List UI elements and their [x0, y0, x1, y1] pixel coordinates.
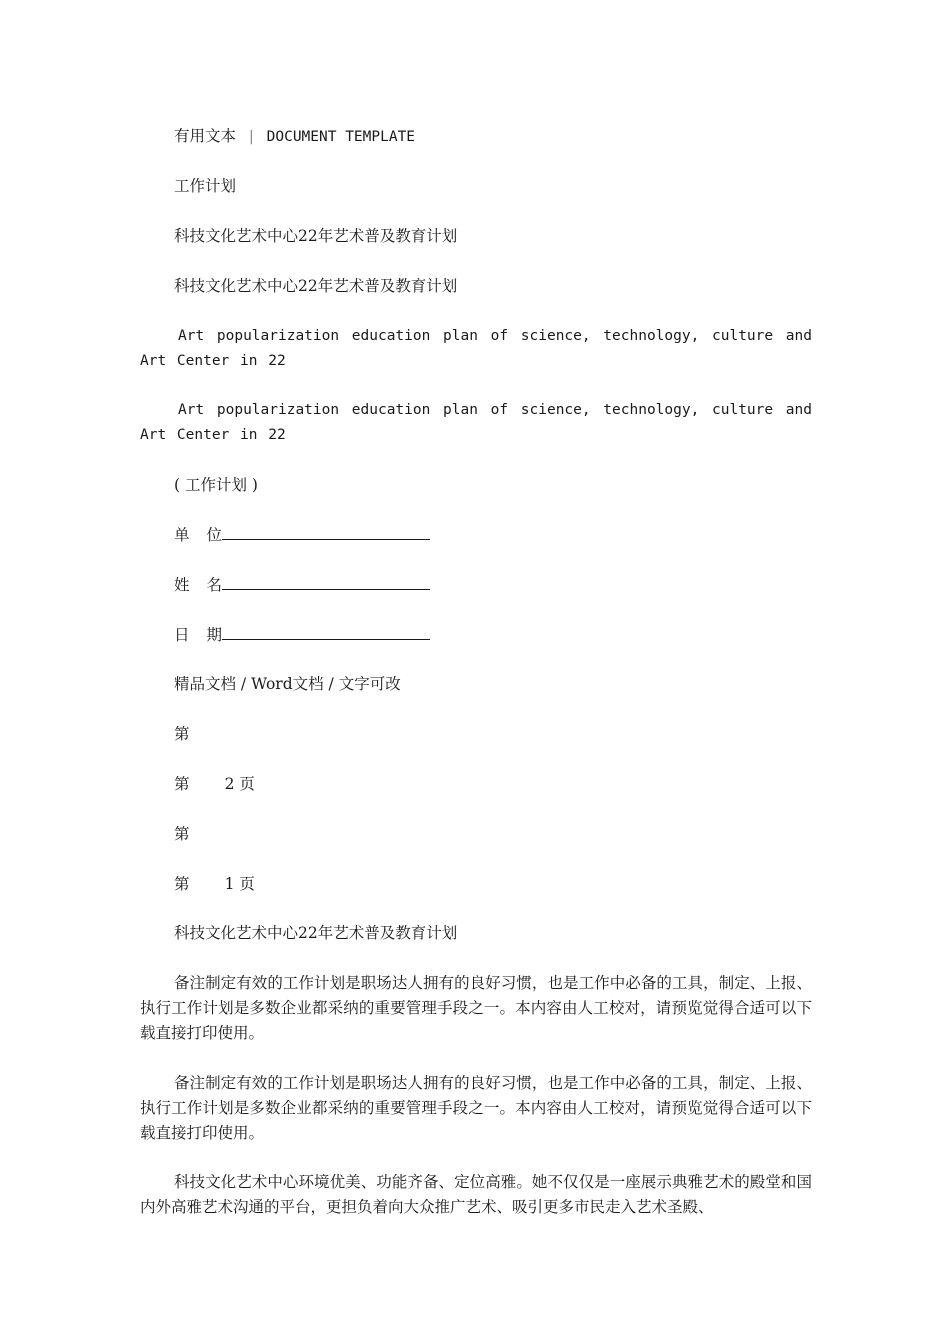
category-paren: ( 工作计划 ): [174, 476, 258, 494]
title-cn-1: 科技文化艺术中心22年艺术普及教育计划: [174, 227, 458, 245]
page-mark-prefix: 第: [174, 775, 190, 793]
page-mark: [174, 824, 190, 844]
title-en-2: Art popularization education plan of science, technology, culture and Art Center in 22: [140, 402, 812, 443]
title-en-1: Art popularization education plan of science, technology, culture and Art Center in 22: [140, 328, 812, 369]
page-mark: [174, 724, 190, 744]
field-date-label: 日期: [174, 626, 240, 644]
document-header: [174, 126, 415, 147]
body-title: 科技文化艺术中心22年艺术普及教育计划: [174, 924, 458, 942]
field-unit-label: 单位: [174, 526, 240, 544]
paragraph-2: 备注制定有效的工作计划是职场达人拥有的良好习惯，也是工作中必备的工具，制定、上报、执行工作计划是多数企业都采纳的重要管理手段之一。本内容由人工校对，请预览觉得合适可以下载直接打印使用。: [140, 1074, 812, 1142]
field-date-blank: [222, 625, 430, 640]
field-name-label: 姓名: [174, 576, 240, 594]
header-separator: |: [246, 129, 256, 145]
field-unit: [174, 525, 430, 545]
field-unit-blank: [222, 525, 430, 540]
field-name-blank: [222, 575, 430, 590]
header-right: DOCUMENT TEMPLATE: [266, 129, 416, 145]
page-mark-suffix: 页: [239, 775, 255, 793]
page-mark-number: 1: [224, 875, 235, 893]
field-name: [174, 575, 430, 595]
page-mark-prefix: 第: [174, 725, 190, 743]
footer-note: 精品文档 / Word文档 / 文字可改: [174, 675, 401, 693]
category-label: 工作计划: [174, 177, 237, 195]
field-date: [174, 625, 430, 645]
page-mark-prefix: 第: [174, 825, 190, 843]
page-mark-suffix: 页: [239, 875, 255, 893]
paragraph-3: 科技文化艺术中心环境优美、功能齐备、定位高雅。她不仅仅是一座展示典雅艺术的殿堂和国内外高雅艺术沟通的平台，更担负着向大众推广艺术、吸引更多市民走入艺术圣殿、: [140, 1173, 812, 1216]
paragraph-1: 备注制定有效的工作计划是职场达人拥有的良好习惯，也是工作中必备的工具，制定、上报、执行工作计划是多数企业都采纳的重要管理手段之一。本内容由人工校对，请预览觉得合适可以下载直接打印使用。: [140, 974, 812, 1042]
page-mark: [174, 874, 255, 894]
page-mark: [174, 774, 255, 794]
page-mark-number: 2: [224, 775, 235, 793]
header-left: 有用文本: [174, 127, 237, 145]
title-cn-2: 科技文化艺术中心22年艺术普及教育计划: [174, 277, 458, 295]
page-mark-prefix: 第: [174, 875, 190, 893]
